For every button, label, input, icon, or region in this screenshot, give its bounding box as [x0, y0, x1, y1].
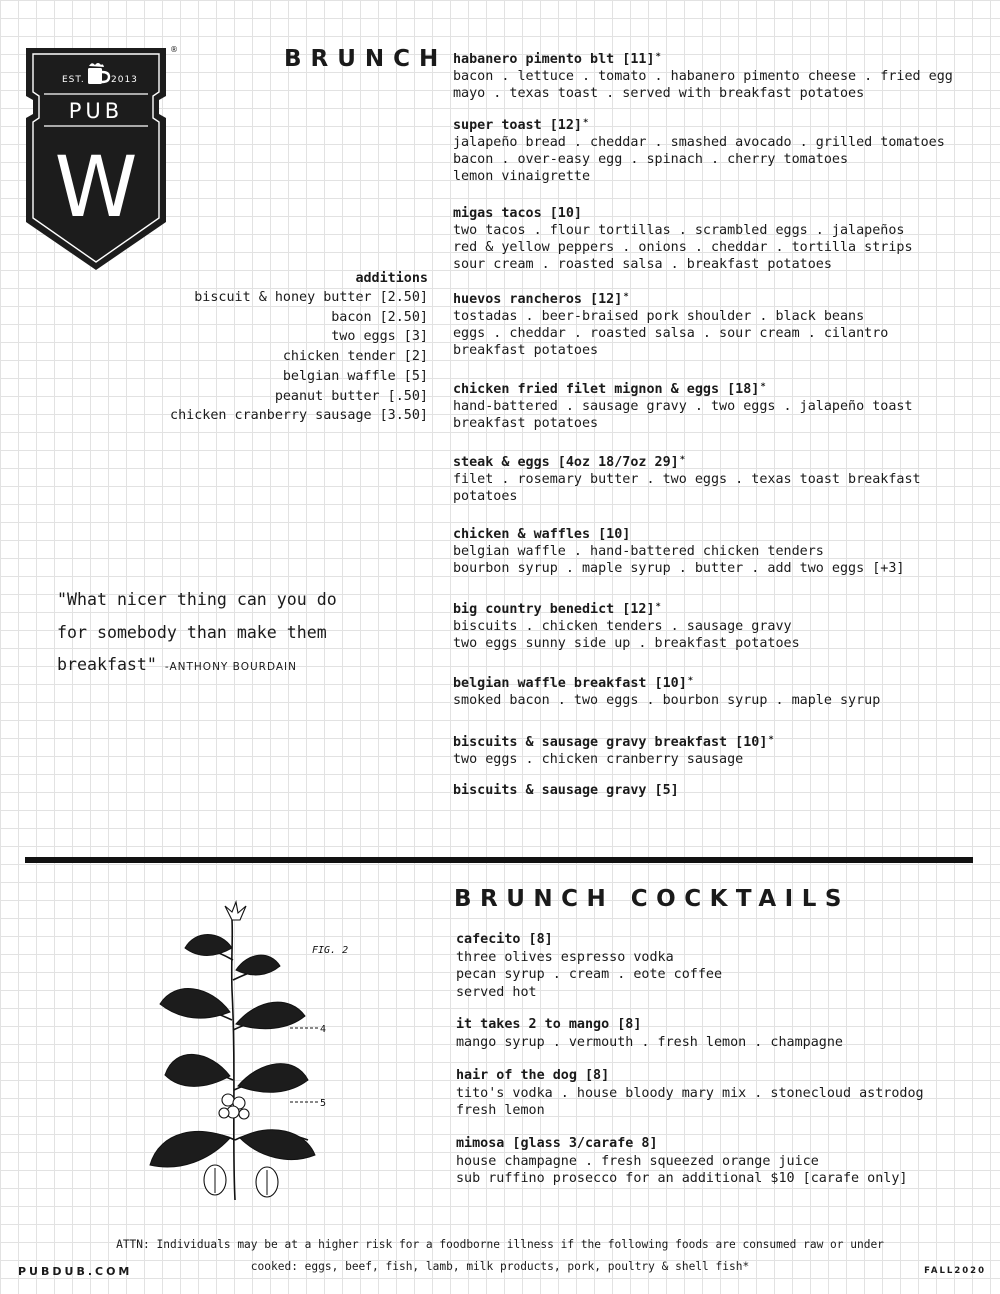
coffee-plant-illustration	[140, 900, 360, 1210]
menu-item-desc: two eggs sunny side up . breakfast potatoes	[453, 636, 800, 651]
figure-label: 5	[320, 1098, 327, 1109]
menu-item-desc: eggs . cheddar . roasted salsa . sour cream . cilantro	[453, 326, 889, 341]
notice-line: ATTN: Individuals may be at a higher risk for a foodborne illness if the following foods are consumed raw or under	[116, 1238, 884, 1251]
cocktail-desc: mango syrup . vermouth . fresh lemon . champagne	[456, 1034, 843, 1050]
notice-line: cooked: eggs, beef, fish, lamb, milk products, pork, poultry & shell fish*	[250, 1259, 750, 1273]
menu-item	[453, 452, 983, 505]
menu-item	[453, 599, 983, 652]
menu-item-desc: breakfast potatoes	[453, 416, 599, 431]
menu-item-name: super toast [12]	[453, 118, 582, 133]
logo-est: EST.	[62, 75, 85, 85]
menu-item-name: chicken fried filet mignon & eggs [18]	[453, 382, 760, 397]
cocktail-desc: pecan syrup . cream . eote coffee	[456, 967, 723, 982]
menu-item	[453, 526, 983, 577]
raw-warning-star: *	[760, 382, 766, 392]
menu-item-desc: bourbon syrup . maple syrup . butter . add two eggs [+3]	[453, 561, 905, 576]
menu-item-desc: belgian waffle . hand-battered chicken tenders	[453, 544, 824, 559]
menu-item	[453, 673, 983, 709]
menu-item-name: chicken & waffles [10]	[453, 527, 631, 542]
raw-warning-star: *	[679, 455, 686, 465]
additions-title: additions	[355, 271, 428, 286]
cocktail-item	[456, 1135, 986, 1188]
logo-pub: PUB	[68, 99, 124, 123]
menu-item-desc: tostadas . beer-braised pork shoulder . black beans	[453, 309, 865, 324]
raw-warning-star: *	[768, 735, 774, 745]
cocktail-name: it takes 2 to mango [8]	[456, 1017, 642, 1032]
menu-item-name: huevos rancheros [12]	[453, 292, 623, 307]
figure-label: 4	[320, 1024, 327, 1035]
cocktail-item	[456, 1067, 986, 1120]
menu-item	[453, 205, 983, 273]
menu-item-name: biscuits & sausage gravy breakfast [10]	[453, 735, 768, 750]
menu-item-name: habanero pimento blt [11]	[453, 52, 655, 67]
cocktail-desc: house champagne . fresh squeezed orange juice	[456, 1153, 819, 1169]
menu-item	[453, 379, 983, 432]
season-label: FALL2020	[924, 1266, 986, 1276]
menu-item-desc: two tacos . flour tortillas . scrambled eggs . jalapeños	[453, 223, 905, 238]
quote-line: for somebody than make them	[57, 622, 327, 642]
menu-item-desc: filet . rosemary butter . two eggs . texas toast breakfast	[453, 472, 921, 487]
menu-item-desc: sour cream . roasted salsa . breakfast potatoes	[453, 257, 832, 272]
menu-item-name: biscuits & sausage gravy [5]	[453, 783, 679, 798]
addition-item: two eggs [3]	[331, 329, 428, 345]
cocktail-name: cafecito [8]	[456, 932, 553, 947]
menu-item-desc: red & yellow peppers . onions . cheddar . tortilla strips	[453, 240, 913, 255]
menu-item-name: belgian waffle breakfast [10]	[453, 676, 687, 691]
menu-item-desc: biscuits . chicken tenders . sausage gravy	[453, 619, 792, 634]
section-divider	[25, 857, 973, 863]
addition-item: bacon [2.50]	[331, 309, 428, 325]
cocktail-desc: fresh lemon	[456, 1103, 545, 1118]
menu-item-desc: lemon vinaigrette	[453, 169, 591, 184]
addition-item: belgian waffle [5]	[282, 368, 428, 384]
logo-year: 2013	[111, 75, 138, 85]
cocktail-desc: three olives espresso vodka	[456, 949, 674, 965]
cocktails-title: BRUNCH COCKTAILS	[454, 886, 850, 912]
menu-item	[453, 732, 983, 768]
quote-author: -ANTHONY BOURDAIN	[164, 661, 297, 673]
brunch-title: BRUNCH	[284, 46, 448, 72]
addition-item: chicken tender [2]	[282, 349, 428, 365]
raw-warning-star: *	[655, 602, 661, 612]
menu-item-desc: jalapeño bread . cheddar . smashed avocado . grilled tomatoes	[453, 135, 945, 150]
logo-registered: ®	[170, 45, 178, 54]
cocktail-item	[456, 931, 986, 1001]
cocktail-item	[456, 1016, 986, 1051]
menu-item-desc: two eggs . chicken cranberry sausage	[453, 752, 744, 767]
addition-item: chicken cranberry sausage [3.50]	[170, 408, 428, 424]
logo-letter: W	[54, 138, 138, 236]
cocktail-name: hair of the dog [8]	[456, 1068, 610, 1083]
food-safety-notice	[90, 1234, 910, 1277]
menu-item-desc: bacon . over-easy egg . spinach . cherry tomatoes	[453, 152, 849, 167]
figure-caption: FIG. 2	[312, 945, 349, 956]
raw-warning-star: *	[687, 676, 694, 686]
menu-item-desc: bacon . lettuce . tomato . habanero pimento cheese . fried egg	[453, 69, 953, 84]
addition-item: peanut butter [.50]	[274, 388, 428, 404]
cocktail-desc: tito's vodka . house bloody mary mix . stonecloud astrodog	[456, 1085, 924, 1101]
menu-item-desc: hand-battered . sausage gravy . two eggs . jalapeño toast	[453, 399, 913, 414]
quote-line: breakfast"	[57, 655, 157, 674]
raw-warning-star: *	[623, 292, 629, 302]
cocktail-desc: served hot	[456, 984, 537, 1000]
bourdain-quote	[57, 584, 417, 684]
menu-item-desc: smoked bacon . two eggs . bourbon syrup . maple syrup	[453, 693, 881, 708]
menu-item	[453, 782, 983, 799]
pub-w-logo	[18, 34, 178, 274]
addition-item: biscuit & honey butter [2.50]	[194, 290, 428, 305]
menu-item-desc: breakfast potatoes	[453, 343, 599, 358]
additions-section	[170, 269, 428, 426]
quote-line: "What nicer thing can you do	[57, 590, 337, 609]
menu-item	[453, 115, 983, 185]
menu-item-name: steak & eggs [4oz 18/7oz 29]	[453, 455, 679, 470]
website-link[interactable]: PUBDUB.COM	[18, 1265, 133, 1278]
cocktail-desc: sub ruffino prosecco for an additional $10 [carafe only]	[456, 1171, 908, 1186]
menu-item-name: big country benedict [12]	[453, 602, 655, 617]
menu-item-desc: potatoes	[453, 489, 518, 504]
raw-warning-star: *	[583, 118, 589, 128]
menu-item	[453, 289, 983, 359]
menu-item-desc: mayo . texas toast . served with breakfast potatoes	[453, 86, 865, 101]
cocktail-name: mimosa [glass 3/carafe 8]	[456, 1136, 658, 1151]
menu-item-name: migas tacos [10]	[453, 206, 582, 221]
raw-warning-star: *	[655, 52, 661, 62]
menu-item	[453, 49, 983, 102]
